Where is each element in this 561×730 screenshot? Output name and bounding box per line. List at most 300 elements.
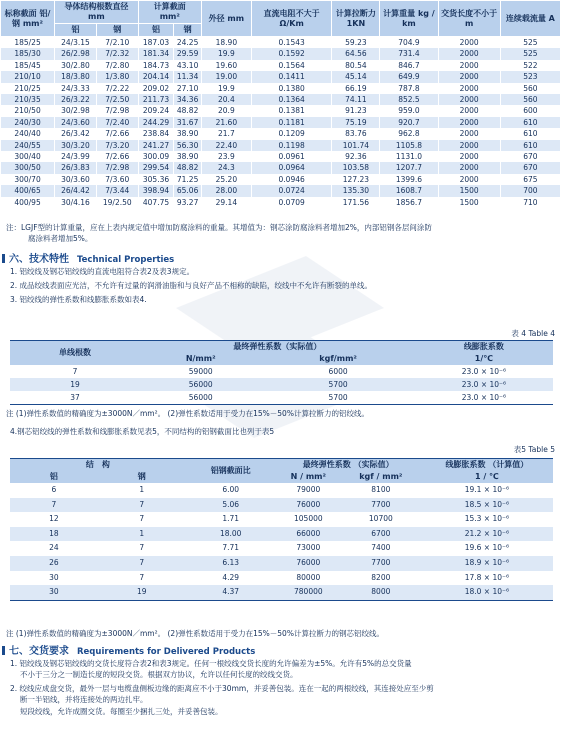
elasticity-table-5 [10,458,553,601]
table-row [1,71,561,82]
table-cell: 7/2.10 [96,37,138,49]
table-cell: 400/65 [1,185,55,196]
table-cell: 1131.0 [380,151,438,162]
table-cell: 135.30 [332,185,380,196]
table-cell: 59.23 [332,37,380,49]
table-cell: 76000 [276,556,341,571]
col-calc-area: 计算截面 mm² [138,1,201,24]
table-cell: 7/2.98 [96,105,138,116]
table-cell: 962.8 [380,128,438,139]
table-cell: 8000 [341,585,421,600]
table-cell: 185/45 [1,60,55,71]
table-cell: 185/25 [1,37,55,49]
table-cell: 1207.7 [380,162,438,173]
table-cell: 48.82 [174,105,202,116]
table-cell: 0.1380 [251,83,332,94]
table-cell: 240/30 [1,117,55,128]
table-cell: 7/2.66 [96,128,138,139]
table-cell: 1608.7 [380,185,438,196]
table-cell: 920.7 [380,117,438,128]
table-cell: 731.4 [380,48,438,59]
para-7-1a: 1. 铝绞线及钢芯铝绞线的交货长度符合表2和表3规定。任何一根绞线交货长度的允许偏差为±5%。允许有5%的总交货量 [10,659,412,668]
table-cell: 171.56 [332,197,380,208]
table-cell: 48.82 [174,162,202,173]
table-cell: 1105.8 [380,140,438,151]
table-cell: 23.0 × 10⁻⁶ [415,391,553,405]
table-cell: 2000 [438,37,500,49]
table-cell: 2000 [438,48,500,59]
t4-unit-kgf: kgf/mm² [261,353,414,365]
table-cell: 7 [10,365,140,378]
table-cell: 2000 [438,140,500,151]
table-cell: 56000 [140,391,261,405]
para-6-2: 2. 成品绞线表面应光洁，不允许有过量的润滑油脂和与良好产品不相称的缺陷，绞线中不允许有断裂的单线。 [10,281,373,290]
table-cell: 23.0 × 10⁻⁶ [415,378,553,391]
table-row [10,585,553,600]
table-row [10,365,553,378]
table-cell: 649.9 [380,71,438,82]
table-cell: 31.67 [174,117,202,128]
table-cell: 18.00 [186,527,276,542]
table-cell: 66.19 [332,83,380,94]
table-row [1,174,561,185]
table-cell: 21.2 × 10⁻⁶ [421,527,553,542]
table-cell: 846.7 [380,60,438,71]
table-row [10,512,553,527]
table-cell: 6.13 [186,556,276,571]
t5-unit-kgf: kgf / mm² [341,471,421,483]
table-cell: 2000 [438,128,500,139]
table-cell: 83.76 [332,128,380,139]
table-cell: 1500 [438,185,500,196]
table-cell: 560 [500,83,560,94]
table-cell: 24/3.33 [55,83,97,94]
table-cell: 2000 [438,94,500,105]
table-cell: 184.73 [138,60,174,71]
table-cell: 1/3.80 [96,71,138,82]
t5-col-ratio: 铝钢截面比 [186,459,276,484]
table-row [1,151,561,162]
table-cell: 7/2.50 [96,94,138,105]
table-cell: 64.56 [332,48,380,59]
table-cell: 17.8 × 10⁻⁶ [421,571,553,586]
t5-col-steel: 钢 [98,471,186,483]
table-cell: 244.29 [138,117,174,128]
table-cell: 20.9 [201,105,251,116]
table-cell: 4.37 [186,585,276,600]
table-row [10,378,553,391]
table-cell: 7/3.20 [96,140,138,151]
table-cell: 2000 [438,83,500,94]
table-cell: 18.90 [201,37,251,49]
table-cell: 24/3.99 [55,151,97,162]
table-cell: 204.14 [138,71,174,82]
table-cell: 56.30 [174,140,202,151]
table-cell: 30/4.16 [55,197,97,208]
table-cell: 7 [98,512,186,527]
col-al: 铝 [55,24,97,37]
table-cell: 43.10 [174,60,202,71]
table-cell: 45.14 [332,71,380,82]
table-cell: 24/3.60 [55,117,97,128]
table-cell: 91.23 [332,105,380,116]
table-cell: 2000 [438,60,500,71]
table-cell: 7400 [341,541,421,556]
table-cell: 38.90 [174,151,202,162]
table4-note: 注 (1)弹性系数值的精确度为±3000N／mm²。 (2)弹性系数适用于受力在15%－50%计算拉断力的铝绞线。 [6,409,369,418]
table-cell: 19 [98,585,186,600]
para-7-2a: 2. 绞线应成盘交货，最外一层与电缆盘侧板边缘的距离应不小于30mm，并妥善包装。连在一起的两根绞线，其连接处应至少剪 [10,684,434,693]
table-cell: 300.09 [138,151,174,162]
table-cell: 600 [500,105,560,116]
table-cell: 0.1181 [251,117,332,128]
para-6-3: 3. 铝绞线的弹性系数和线膨胀系数如表4. [10,295,147,304]
table-cell: 19.1 × 10⁻⁶ [421,483,553,498]
table-cell: 7 [98,541,186,556]
table-cell: 19 [10,378,140,391]
table-row [1,83,561,94]
table-cell: 610 [500,117,560,128]
table-cell: 19.00 [201,71,251,82]
table-cell: 398.94 [138,185,174,196]
table-cell: 1 [98,527,186,542]
table-cell: 127.23 [332,174,380,185]
table-cell: 15.3 × 10⁻⁶ [421,512,553,527]
col-steel: 钢 [96,24,138,37]
table-cell: 5700 [261,391,414,405]
table-cell: 210/10 [1,71,55,82]
col-outer-diameter: 外径 mm [201,1,251,37]
table-cell: 400/95 [1,197,55,208]
table-cell: 2000 [438,71,500,82]
table-cell: 59000 [140,365,261,378]
table-cell: 210/35 [1,94,55,105]
table-cell: 0.1364 [251,94,332,105]
t4-col-expansion: 线膨胀系数 [415,341,553,354]
table-cell: 23.9 [201,151,251,162]
table-cell: 240/40 [1,128,55,139]
table-cell: 700 [500,185,560,196]
table-cell: 56000 [140,378,261,391]
table-cell: 8100 [341,483,421,498]
table-cell: 523 [500,71,560,82]
para-6-1: 1. 铝绞线及钢芯铝绞线的直流电阻符合表2及表3规定。 [10,267,195,276]
table-cell: 30 [10,585,98,600]
col-conductor-structure: 导体结构根数直径 mm [55,1,139,24]
table-cell: 7 [98,571,186,586]
para-7-2b: 断一半铝线，并将连接处的两边扎牢。 [20,695,148,704]
table-cell: 209.02 [138,83,174,94]
table-cell: 38.90 [174,128,202,139]
table-row [1,128,561,139]
table-cell: 2000 [438,174,500,185]
table-cell: 6700 [341,527,421,542]
col-area-al: 铝 [138,24,174,37]
table-cell: 241.27 [138,140,174,151]
table-cell: 93.27 [174,197,202,208]
table-cell: 79000 [276,483,341,498]
table-cell: 300/40 [1,151,55,162]
table-cell: 30/2.80 [55,60,97,71]
table-cell: 305.36 [138,174,174,185]
table-cell: 0.1592 [251,48,332,59]
table-cell: 240/55 [1,140,55,151]
table-cell: 66000 [276,527,341,542]
table-cell: 30/3.20 [55,140,97,151]
table-cell: 30 [10,571,98,586]
table4-caption: 表 4 Table 4 [511,329,555,338]
table-row [1,105,561,116]
table1-note: 注：LGJF型的计算重量，应在上表内规定值中增加防腐涂料的重量。其增值为：钢芯涂防腐涂料者增加2%，内部铝钢各层间涂防 腐涂料者增加5%。 [6,223,432,243]
table-cell: 1.71 [186,512,276,527]
table-cell: 670 [500,151,560,162]
table-cell: 4.29 [186,571,276,586]
table-cell: 24.3 [201,162,251,173]
table-cell: 18.5 × 10⁻⁶ [421,498,553,513]
table-cell: 26/2.98 [55,48,97,59]
t5-col-al: 铝 [10,471,98,483]
table-cell: 103.58 [332,162,380,173]
table-cell: 0.0946 [251,174,332,185]
table-row [1,140,561,151]
table-cell: 5.06 [186,498,276,513]
table-cell: 75.19 [332,117,380,128]
table-cell: 209.24 [138,105,174,116]
table-row [10,483,553,498]
table-cell: 26 [10,556,98,571]
table-cell: 8200 [341,571,421,586]
table-row [10,541,553,556]
table-cell: 21.7 [201,128,251,139]
table-cell: 19.6 × 10⁻⁶ [421,541,553,556]
table-cell: 2000 [438,151,500,162]
table-cell: 300/50 [1,162,55,173]
table-cell: 300/70 [1,174,55,185]
table-cell: 92.36 [332,151,380,162]
table-cell: 610 [500,128,560,139]
table-cell: 211.73 [138,94,174,105]
table-cell: 7700 [341,556,421,571]
table-cell: 560 [500,94,560,105]
table-cell: 185/30 [1,48,55,59]
table-cell: 2000 [438,105,500,116]
table-cell: 0.1198 [251,140,332,151]
table-cell: 24 [10,541,98,556]
table-cell: 65.06 [174,185,202,196]
table-cell: 26/3.83 [55,162,97,173]
table-cell: 37 [10,391,140,405]
col-breaking-force: 计算拉断力 1KN [332,1,380,37]
para-6-4: 4.钢芯铝绞线的弹性系数和线膨胀系数见表5，不同结构的铝钢截面比也列于表5 [10,427,275,436]
para-7-1b: 不小于三分之一制造长度的短段交货。根据双方协议，允许以任何长度的绞线交货。 [20,670,298,679]
table-cell: 780000 [276,585,341,600]
table-cell: 29.14 [201,197,251,208]
table-cell: 28.00 [201,185,251,196]
table-cell: 27.10 [174,83,202,94]
t4-col-modulus: 最终弹性系数（实际值） [140,341,415,354]
table-row [1,60,561,71]
table-cell: 12 [10,512,98,527]
table-cell: 7700 [341,498,421,513]
table-cell: 2000 [438,162,500,173]
table-cell: 0.0964 [251,162,332,173]
table-cell: 525 [500,37,560,49]
table-cell: 787.8 [380,83,438,94]
table-cell: 19.60 [201,60,251,71]
table-cell: 1500 [438,197,500,208]
table-cell: 24.25 [174,37,202,49]
table-cell: 26/3.42 [55,128,97,139]
section-bar-icon [2,254,5,263]
table-cell: 26/3.22 [55,94,97,105]
table-cell: 704.9 [380,37,438,49]
table-cell: 10700 [341,512,421,527]
table-row [1,37,561,49]
elasticity-table-4 [10,340,553,405]
table5-note: 注 (1)弹性系数值的精确度为±3000N／mm²。 (2)弹性系数适用于受力在15%－50%计算拉断力的钢芯铝绞线。 [6,629,384,638]
table-cell: 7/2.32 [96,48,138,59]
table-cell: 210/50 [1,105,55,116]
table-cell: 18.0 × 10⁻⁶ [421,585,553,600]
table-row [10,571,553,586]
t5-col-modulus: 最终弹性系数 （实际值） [276,459,421,472]
t4-unit-exp: 1/℃ [415,353,553,365]
table-cell: 670 [500,162,560,173]
col-area-steel: 钢 [174,24,202,37]
table-cell: 210/25 [1,83,55,94]
table-cell: 0.1564 [251,60,332,71]
table-cell: 23.0 × 10⁻⁶ [415,365,553,378]
table-row [1,197,561,208]
table-cell: 74.11 [332,94,380,105]
table-cell: 7 [10,498,98,513]
table-cell: 238.84 [138,128,174,139]
table-cell: 18/3.80 [55,71,97,82]
t5-col-expansion: 线膨胀系数 （计算值） [421,459,553,472]
table-cell: 0.1543 [251,37,332,49]
para-7-2c: 短段绞线，允许成圈交货。每圈至少捆扎三处，并妥善包装。 [20,707,223,716]
table-cell: 0.0724 [251,185,332,196]
t5-unit-n: N / mm² [276,471,341,483]
table-cell: 525 [500,48,560,59]
col-delivery-length: 交货长度不小于 m [438,1,500,37]
table-cell: 7 [98,556,186,571]
section-7-heading: 七、交货要求 Requirements for Delivered Products [2,642,255,657]
table-cell: 0.0961 [251,151,332,162]
table-cell: 20.4 [201,94,251,105]
table-cell: 80000 [276,571,341,586]
t5-col-structure: 结 构 [10,459,186,472]
col-dc-resistance: 直流电阻不大于 Ω/Km [251,1,332,37]
table-cell: 30/2.98 [55,105,97,116]
table-cell: 0.0709 [251,197,332,208]
table-cell: 0.1209 [251,128,332,139]
t5-unit-exp: 1 / ℃ [421,471,553,483]
table-cell: 6000 [261,365,414,378]
table-cell: 5700 [261,378,414,391]
table-cell: 73000 [276,541,341,556]
table-row [10,498,553,513]
table-cell: 7/3.44 [96,185,138,196]
table-cell: 522 [500,60,560,71]
table-row [10,556,553,571]
col-ampacity: 连续载流量 A [500,1,560,37]
table-cell: 18.9 × 10⁻⁶ [421,556,553,571]
table-cell: 19/2.50 [96,197,138,208]
table-cell: 675 [500,174,560,185]
col-weight: 计算重量 kg / km [380,1,438,37]
table-cell: 80.54 [332,60,380,71]
table-cell: 0.1381 [251,105,332,116]
table-cell: 7.71 [186,541,276,556]
table-cell: 101.74 [332,140,380,151]
table-cell: 959.0 [380,105,438,116]
table-cell: 181.34 [138,48,174,59]
table-cell: 2000 [438,117,500,128]
t4-col-count: 单线根数 [10,341,140,366]
table-cell: 7 [98,498,186,513]
table-cell: 30/3.60 [55,174,97,185]
conductor-spec-table [0,0,561,208]
table-cell: 34.36 [174,94,202,105]
table-cell: 299.54 [138,162,174,173]
table-cell: 1 [98,483,186,498]
table-cell: 7/3.60 [96,174,138,185]
table-cell: 26/4.42 [55,185,97,196]
table-cell: 18 [10,527,98,542]
table-row [10,527,553,542]
table-cell: 6 [10,483,98,498]
col-nominal-area: 标称截面 铝/钢 mm² [1,1,55,37]
table-cell: 7/2.22 [96,83,138,94]
table-cell: 76000 [276,498,341,513]
table-cell: 7/2.40 [96,117,138,128]
table-cell: 24/3.15 [55,37,97,49]
table-cell: 187.03 [138,37,174,49]
table-cell: 1399.6 [380,174,438,185]
table-cell: 19.9 [201,48,251,59]
table-cell: 852.5 [380,94,438,105]
table-row [1,162,561,173]
table-cell: 11.34 [174,71,202,82]
table-row [10,391,553,405]
table-row [1,48,561,59]
section-6-heading: 六、技术特性 Technical Properties [2,250,174,265]
section-bar-icon [2,646,5,655]
table-cell: 105000 [276,512,341,527]
table5-caption: 表5 Table 5 [513,445,555,454]
table-cell: 21.60 [201,117,251,128]
table-cell: 7/2.80 [96,60,138,71]
table-cell: 0.1411 [251,71,332,82]
table-cell: 7/2.66 [96,151,138,162]
table-row [1,117,561,128]
table-cell: 22.40 [201,140,251,151]
table-cell: 25.20 [201,174,251,185]
table-cell: 29.59 [174,48,202,59]
table-cell: 7/2.98 [96,162,138,173]
table-cell: 6.00 [186,483,276,498]
t4-unit-n: N/mm² [140,353,261,365]
table-row [1,94,561,105]
table-row [1,185,561,196]
table-cell: 1856.7 [380,197,438,208]
table-cell: 19.9 [201,83,251,94]
table-cell: 71.25 [174,174,202,185]
table-cell: 610 [500,140,560,151]
table-cell: 407.75 [138,197,174,208]
table-cell: 710 [500,197,560,208]
